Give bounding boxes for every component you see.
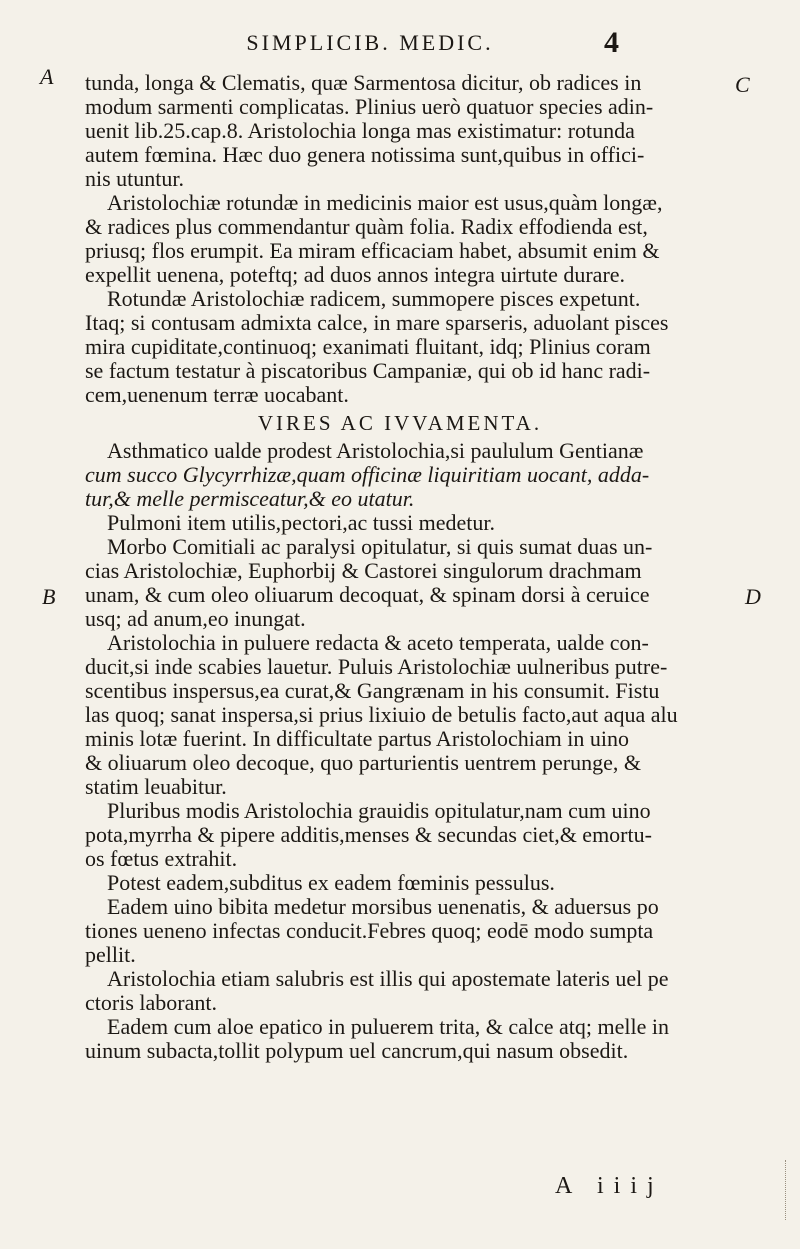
text-line: unam, & cum oleo oliuarum decoquat, & spinam dorsi à ceruice [85, 583, 650, 607]
margin-letter-b: B [42, 584, 56, 609]
text-line: tiones ueneno infectas conducit.Febres quoq; eodē modo sumpta [85, 919, 654, 943]
text-line: & oliuarum oleo decoque, quo parturientis uentrem perunge, & [85, 751, 641, 775]
text-line: pellit. [85, 943, 136, 967]
text-line: pota,myrrha & pipere additis,menses & secundas ciet,& emortu- [85, 823, 652, 847]
text-line: tur,& melle permisceatur,& eo utatur. [85, 487, 415, 511]
page-number: 4 [604, 26, 619, 59]
main-text [85, 71, 715, 1063]
text-line: ctoris laborant. [85, 991, 217, 1015]
text-line: cum succo Glycyrrhizæ,quam officinæ liquiritiam uocant, adda- [85, 463, 650, 487]
text-line: priusq; flos erumpit. Ea miram efficaciam habet, absumit enim & [85, 239, 660, 263]
text-line: Aristolochia etiam salubris est illis qui apostemate lateris uel pe [107, 967, 669, 991]
signature-mark: A iiij [555, 1173, 664, 1199]
text-line: usq; ad anum,eo inungat. [85, 607, 306, 631]
text-line: minis lotæ fuerint. In difficultate partus Aristolochiam in uino [85, 727, 630, 751]
text-line: se factum testatur à piscatoribus Campaniæ, qui ob id hanc radi- [85, 359, 651, 383]
text-line: Potest eadem,subditus ex eadem fœminis pessulus. [107, 871, 555, 895]
text-line: expellit uenena, poteftq; ad duos annos integra uirtute durare. [85, 263, 626, 287]
margin-letter-d: D [745, 584, 761, 609]
text-line: ducit,si inde scabies lauetur. Puluis Aristolochiæ uulneribus putre- [85, 655, 668, 679]
text-line: autem fœmina. Hæc duo genera notissima sunt,quibus in offici- [85, 143, 645, 167]
text-line: Rotundæ Aristolochiæ radicem, summopere pisces expetunt. [107, 287, 641, 311]
text-line: Itaq; si contusam admixta calce, in mare sparseris, aduolant pisces [85, 311, 669, 335]
text-line: cias Aristolochiæ, Euphorbij & Castorei singulorum drachmam [85, 559, 642, 583]
text-line: os fœtus extrahit. [85, 847, 238, 871]
text-line: Pluribus modis Aristolochia grauidis opitulatur,nam cum uino [107, 799, 651, 823]
text-line: las quoq; sanat inspersa,si prius lixiuio de betulis facto,aut aqua alu [85, 703, 678, 727]
margin-letter-a: A [40, 64, 54, 89]
text-line: uinum subacta,tollit polypum uel cancrum,qui nasum obsedit. [85, 1039, 629, 1063]
text-line: nis utuntur. [85, 167, 185, 191]
text-line: tunda, longa & Clematis, quæ Sarmentosa dicitur, ob radices in [85, 71, 642, 95]
section-heading: VIRES AC IVVAMENTA. [257, 411, 543, 435]
text-line: Eadem uino bibita medetur morsibus uenenatis, & aduersus po [107, 895, 659, 919]
running-head: SIMPLICIB. MEDIC. [246, 30, 494, 55]
text-line: modum sarmenti complicatas. Plinius uerò quatuor species adin- [85, 95, 654, 119]
text-line: cem,uenenum terræ uocabant. [85, 383, 349, 407]
text-line: Aristolochia in puluere redacta & aceto temperata, ualde con- [107, 631, 649, 655]
text-line: & radices plus commendantur quàm folia. Radix effodienda est, [85, 215, 648, 239]
page-header [0, 26, 800, 66]
text-line: Eadem cum aloe epatico in puluerem trita, & calce atq; melle in [107, 1015, 669, 1039]
text-line: uenit lib.25.cap.8. Aristolochia longa mas existimatur: rotunda [85, 119, 635, 143]
margin-letter-c: C [735, 72, 750, 97]
text-line: Morbo Comitiali ac paralysi opitulatur, si quis sumat duas un- [107, 535, 653, 559]
text-line: mira cupiditate,continuoq; exanimati fluitant, idq; Plinius coram [85, 335, 651, 359]
text-line: Pulmoni item utilis,pectori,ac tussi medetur. [107, 511, 496, 535]
page-edge-shadow [785, 1160, 794, 1220]
text-line: scentibus inspersus,ea curat,& Gangrænam in his consumit. Fistu [85, 679, 660, 703]
text-line: statim leuabitur. [85, 775, 227, 799]
text-line: Aristolochiæ rotundæ in medicinis maior est usus,quàm longæ, [107, 191, 663, 215]
text-line: Asthmatico ualde prodest Aristolochia,si paululum Gentianæ [107, 439, 644, 463]
